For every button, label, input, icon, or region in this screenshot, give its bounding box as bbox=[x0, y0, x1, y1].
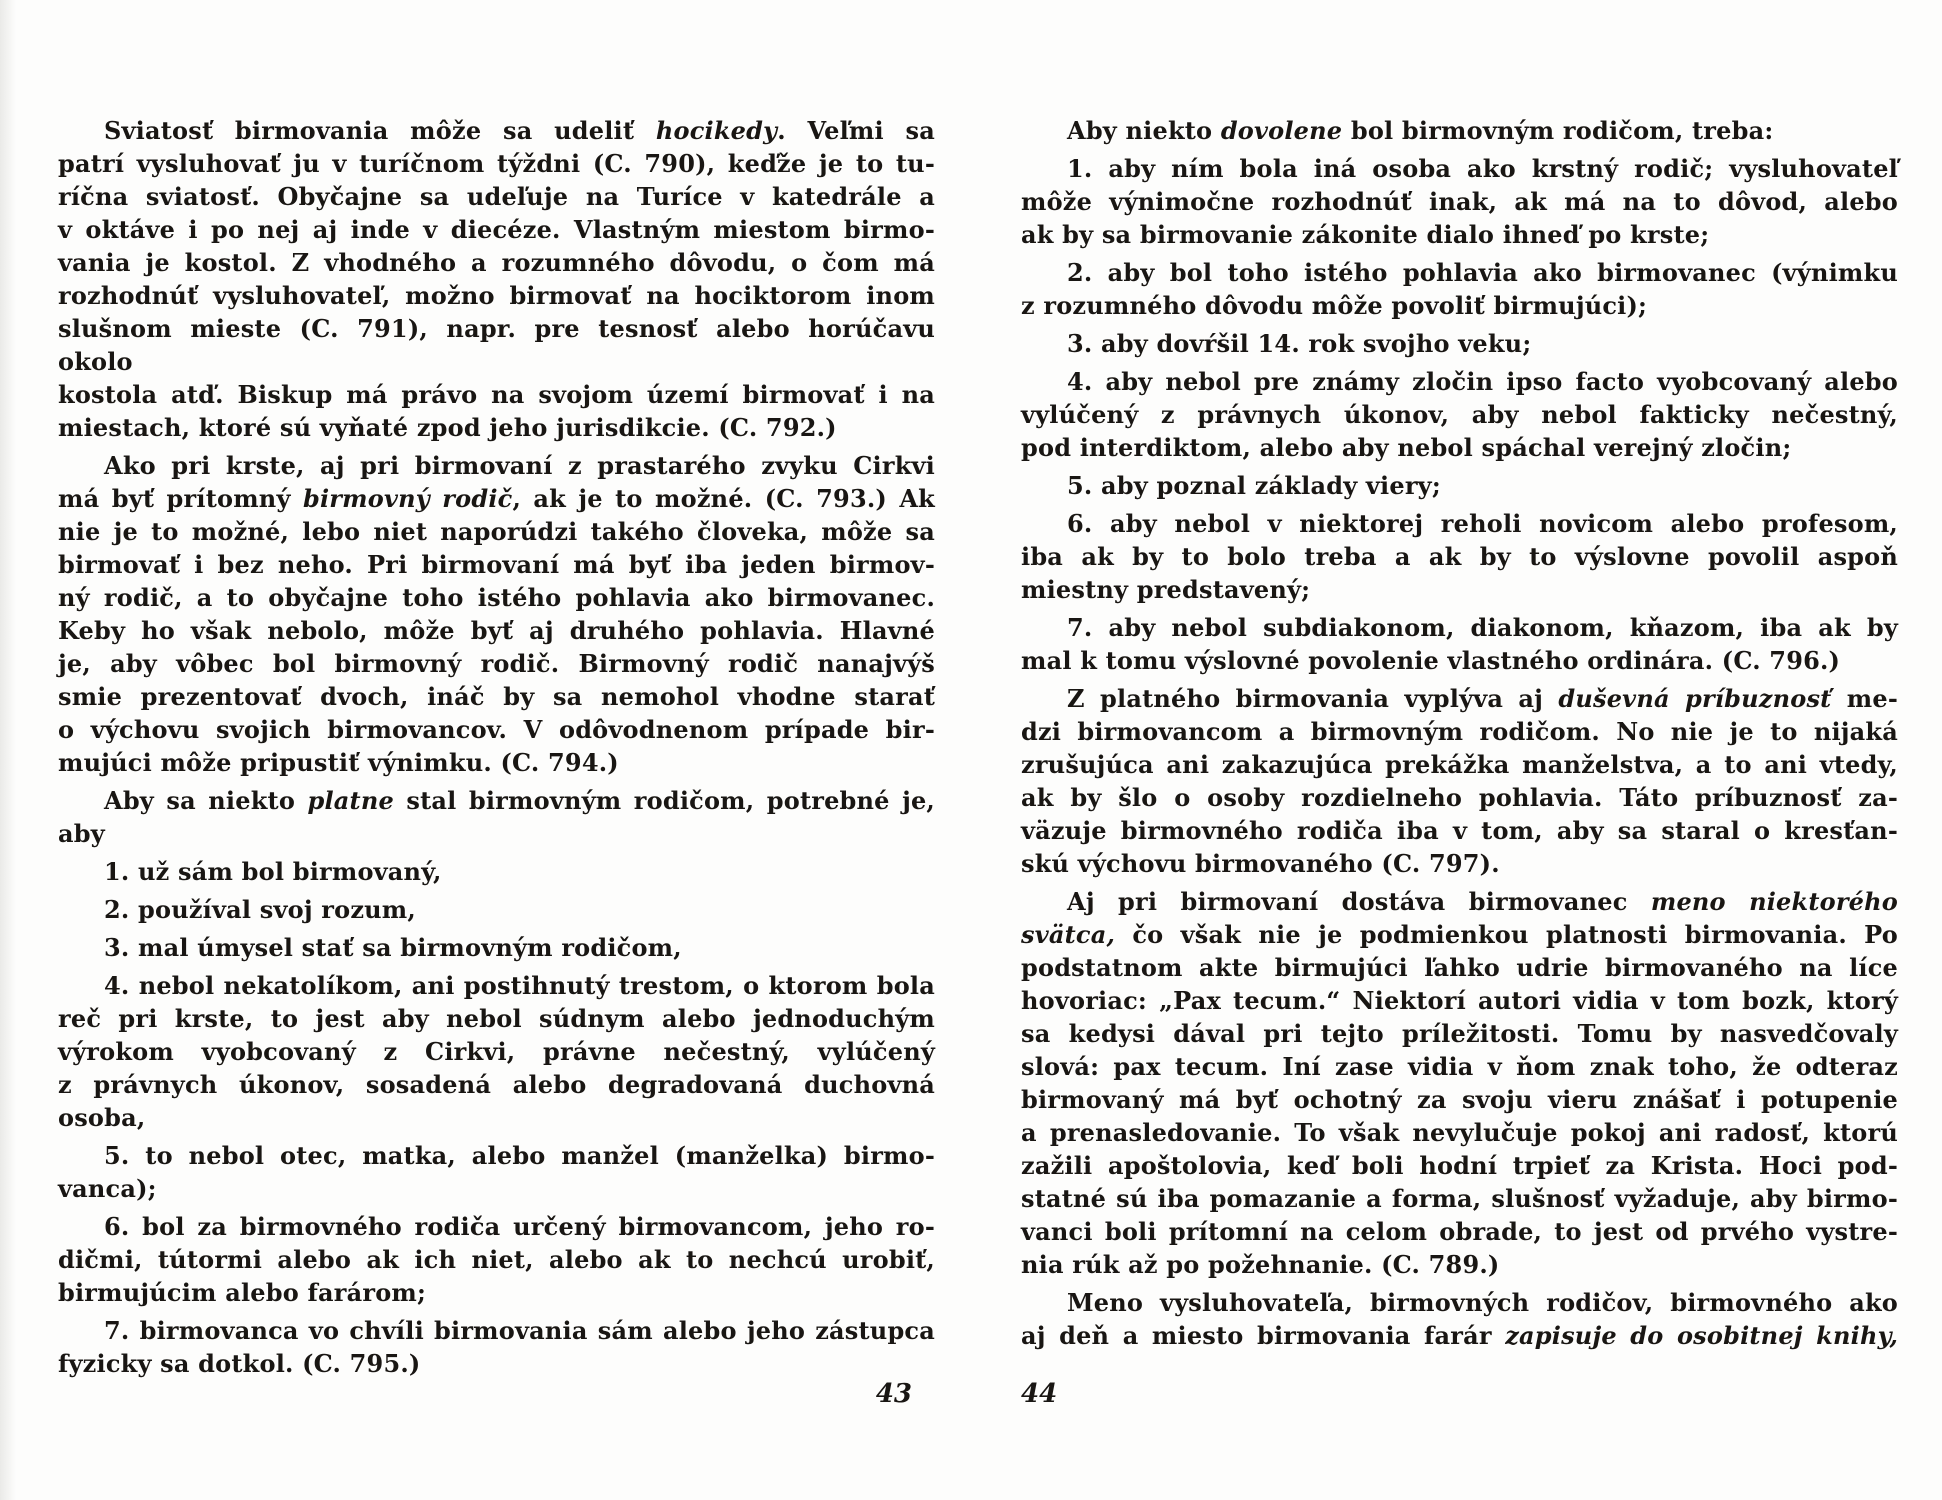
text-line bbox=[1021, 984, 1898, 1017]
text-segment: sa kedysi dával pri tejto príležitosti. Tomu by nasvedčovaly bbox=[1021, 1019, 1898, 1048]
text-segment: skú výchovu birmovaného (C. 797). bbox=[1021, 849, 1500, 878]
text-segment: nie je to možné, lebo niet naporúdzi takého človeka, môže sa bbox=[58, 517, 935, 546]
text-segment: z právnych úkonov, sosadená alebo degradovaná duchovná bbox=[58, 1070, 935, 1099]
text-segment: aj deň a miesto birmovania farár bbox=[1021, 1321, 1506, 1350]
text-segment: 1. už sám bol birmovaný, bbox=[104, 857, 442, 886]
text-segment: väzuje birmovného rodiča iba v tom, aby sa staral o kresťan- bbox=[1021, 816, 1898, 845]
text-segment: 7. birmovanca vo chvíli birmovania sám alebo jeho zástupca bbox=[104, 1316, 935, 1345]
italic-text-segment: birmovný rodič bbox=[303, 484, 513, 513]
text-line bbox=[58, 1172, 935, 1205]
text-line bbox=[58, 279, 935, 312]
text-segment: fyzicky sa dotkol. (C. 795.) bbox=[58, 1349, 421, 1378]
text-segment: je, aby vôbec bol birmovný rodič. Birmovný rodič nanajvýš bbox=[58, 649, 935, 678]
text-segment: dzi birmovancom a birmovným rodičom. No nie je to nijaká bbox=[1021, 717, 1898, 746]
text-segment: z rozumného dôvodu môže povoliť birmujúci); bbox=[1021, 291, 1648, 320]
text-segment: ak by šlo o osoby rozdielneho pohlavia. Táto príbuznosť za- bbox=[1021, 783, 1898, 812]
text-segment: 4. aby nebol pre známy zločin ipso facto vyobcovaný alebo bbox=[1067, 367, 1898, 396]
text-line bbox=[1021, 114, 1898, 147]
text-segment: 7. aby nebol subdiakonom, diakonom, kňazom, iba ak by bbox=[1067, 613, 1898, 642]
text-line bbox=[58, 614, 935, 647]
text-line bbox=[58, 969, 935, 1002]
text-segment: 6. bol za birmovného rodiča určený birmovancom, jeho ro- bbox=[104, 1212, 935, 1241]
text-segment: vylúčený z právnych úkonov, aby nebol fakticky nečestný, bbox=[1021, 400, 1898, 429]
text-line bbox=[58, 180, 935, 213]
text-line bbox=[58, 855, 935, 888]
text-line bbox=[1021, 365, 1898, 398]
text-segment: iba ak by to bolo treba a ak by to výslovne povolil aspoň bbox=[1021, 542, 1898, 571]
text-segment: ný rodič, a to obyčajne toho istého pohlavia ako birmovanec. bbox=[58, 583, 935, 612]
text-line bbox=[58, 713, 935, 746]
text-segment: , ak je to možné. (C. 793.) Ak bbox=[512, 484, 936, 513]
text-line bbox=[1021, 1083, 1898, 1116]
text-segment: môže výnimočne rozhodnúť inak, ak má na to dôvod, alebo bbox=[1021, 187, 1898, 216]
text-segment: miestny predstavený; bbox=[1021, 575, 1311, 604]
text-line bbox=[1021, 1116, 1898, 1149]
text-segment: 5. to nebol otec, matka, alebo manžel (manželka) birmo- bbox=[104, 1141, 935, 1170]
text-line bbox=[58, 1139, 935, 1172]
italic-text-segment: zapisuje do osobitnej knihy, bbox=[1505, 1321, 1898, 1350]
text-line bbox=[1021, 918, 1898, 951]
text-line bbox=[58, 548, 935, 581]
page-number-right: 44 bbox=[1021, 1379, 1058, 1409]
text-segment: podstatnom akte birmujúci ľahko udrie birmovaného na líce bbox=[1021, 953, 1898, 982]
text-line bbox=[1021, 1017, 1898, 1050]
text-line bbox=[1021, 951, 1898, 984]
text-segment: . Veľmi sa bbox=[777, 116, 936, 145]
text-segment: Aj pri birmovaní dostáva birmovanec bbox=[1067, 887, 1651, 916]
text-segment: 2. používal svoj rozum, bbox=[104, 895, 416, 924]
text-line bbox=[1021, 573, 1898, 606]
text-line bbox=[58, 680, 935, 713]
text-line bbox=[58, 246, 935, 279]
text-segment: patrí vysluhovať ju v turíčnom týždni (C. 790), keďže je to tu- bbox=[58, 149, 935, 178]
text-segment: Ako pri krste, aj pri birmovaní z prastarého zvyku Cirkvi bbox=[104, 451, 935, 480]
text-line bbox=[1021, 327, 1898, 360]
text-segment: zrušujúca ani zakazujúca prekážka manželstva, a to ani vtedy, bbox=[1021, 750, 1898, 779]
text-line bbox=[1021, 507, 1898, 540]
text-line bbox=[1021, 847, 1898, 880]
text-segment: slová: pax tecum. Iní zase vidia v ňom znak toho, že odteraz bbox=[1021, 1052, 1898, 1081]
italic-text-segment: dovolene bbox=[1220, 116, 1343, 145]
text-segment: 3. mal úmysel stať sa birmovným rodičom, bbox=[104, 933, 682, 962]
text-line bbox=[1021, 1215, 1898, 1248]
scan-edge-shade bbox=[0, 0, 16, 1500]
text-segment: vanca); bbox=[58, 1174, 157, 1203]
text-segment: statné sú iba pomazanie a forma, slušnosť vyžaduje, aby birmo- bbox=[1021, 1184, 1898, 1213]
text-line bbox=[58, 378, 935, 411]
text-line bbox=[58, 1314, 935, 1347]
text-segment: 3. aby dovŕšil 14. rok svojho veku; bbox=[1067, 329, 1532, 358]
text-line bbox=[1021, 469, 1898, 502]
page-44-text-block bbox=[1021, 114, 1898, 1352]
page-number-left: 43 bbox=[875, 1379, 912, 1409]
text-line bbox=[1021, 611, 1898, 644]
text-segment: hovoriac: „Pax tecum.“ Niektorí autori vidia v tom bozk, ktorý bbox=[1021, 986, 1898, 1015]
text-segment: 5. aby poznal základy viery; bbox=[1067, 471, 1441, 500]
text-segment: mal k tomu výslovné povolenie vlastného ordinára. (C. 796.) bbox=[1021, 646, 1841, 675]
text-line bbox=[1021, 398, 1898, 431]
text-line bbox=[58, 817, 935, 850]
text-segment: Sviatosť birmovania môže sa udeliť bbox=[104, 116, 656, 145]
text-line bbox=[58, 784, 935, 817]
text-line bbox=[58, 581, 935, 614]
text-segment: Z platného birmovania vyplýva aj bbox=[1067, 684, 1559, 713]
text-line bbox=[1021, 682, 1898, 715]
text-segment: stal birmovným rodičom, potrebné je, bbox=[393, 786, 935, 815]
text-segment: miestach, ktoré sú vyňaté zpod jeho jurisdikcie. (C. 792.) bbox=[58, 413, 837, 442]
text-segment: nia rúk až po požehnanie. (C. 789.) bbox=[1021, 1250, 1500, 1279]
text-segment: birmovať i bez neho. Pri birmovaní má byť iba jeden birmov- bbox=[58, 550, 935, 579]
text-line bbox=[58, 931, 935, 964]
text-line bbox=[58, 1035, 935, 1068]
italic-text-segment: hocikedy bbox=[655, 116, 778, 145]
text-segment: výrokom vyobcovaný z Cirkvi, právne nečestný, vylúčený bbox=[58, 1037, 935, 1066]
text-segment: me- bbox=[1831, 684, 1899, 713]
text-segment: kostola atď. Biskup má právo na svojom území birmovať i na bbox=[58, 380, 935, 409]
text-line bbox=[58, 312, 935, 378]
text-segment: pod interdiktom, alebo aby nebol spáchal verejný zločin; bbox=[1021, 433, 1792, 462]
text-segment: vania je kostol. Z vhodného a rozumného dôvodu, o čom má bbox=[58, 248, 935, 277]
text-segment: vanci boli prítomní na celom obrade, to jest od prvého vystre- bbox=[1021, 1217, 1898, 1246]
text-line bbox=[1021, 218, 1898, 251]
text-segment: Meno vysluhovateľa, birmovných rodičov, birmovného ako bbox=[1067, 1288, 1898, 1317]
text-segment: 4. nebol nekatolíkom, ani postihnutý trestom, o ktorom bola bbox=[104, 971, 935, 1000]
text-line bbox=[58, 1243, 935, 1276]
text-line bbox=[1021, 289, 1898, 322]
text-segment: rozhodnúť vysluhovateľ, možno birmovať na hociktorom inom bbox=[58, 281, 935, 310]
text-line bbox=[58, 746, 935, 779]
text-line bbox=[58, 449, 935, 482]
text-segment: bol birmovným rodičom, treba: bbox=[1342, 116, 1774, 145]
text-line bbox=[58, 411, 935, 444]
text-line bbox=[1021, 781, 1898, 814]
text-segment: aby bbox=[58, 819, 105, 848]
text-line bbox=[58, 114, 935, 147]
text-line bbox=[58, 482, 935, 515]
text-line bbox=[1021, 1182, 1898, 1215]
text-line bbox=[58, 647, 935, 680]
text-segment: reč pri krste, to jest aby nebol súdnym alebo jednoduchým bbox=[58, 1004, 935, 1033]
text-line bbox=[58, 893, 935, 926]
text-line bbox=[58, 1002, 935, 1035]
text-line bbox=[58, 1276, 935, 1309]
text-line bbox=[58, 147, 935, 180]
text-segment: a prenasledovanie. To však nevylučuje pokoj ani radosť, ktorú bbox=[1021, 1118, 1898, 1147]
text-segment: birmovaný má byť ochotný za svoju vieru znášať i potupenie bbox=[1021, 1085, 1898, 1114]
italic-text-segment: meno niektorého bbox=[1650, 887, 1899, 916]
text-line bbox=[1021, 185, 1898, 218]
text-segment: Aby sa niekto bbox=[104, 786, 308, 815]
text-line bbox=[58, 213, 935, 246]
text-line bbox=[1021, 644, 1898, 677]
text-line bbox=[58, 1101, 935, 1134]
text-line bbox=[1021, 1248, 1898, 1281]
italic-text-segment: platne bbox=[307, 786, 394, 815]
italic-text-segment: svätca, bbox=[1021, 920, 1116, 949]
text-line bbox=[58, 1068, 935, 1101]
text-line bbox=[58, 1210, 935, 1243]
text-segment: ak by sa birmovanie zákonite dialo ihneď po krste; bbox=[1021, 220, 1710, 249]
text-segment: 1. aby ním bola iná osoba ako krstný rodič; vysluhovateľ bbox=[1067, 154, 1898, 183]
page-43-text-block bbox=[58, 114, 935, 1380]
text-segment: 2. aby bol toho istého pohlavia ako birmovanec (výnimku bbox=[1067, 258, 1898, 287]
text-line bbox=[1021, 1050, 1898, 1083]
text-segment: čo však nie je podmienkou platnosti birmovania. Po bbox=[1115, 920, 1898, 949]
text-line bbox=[1021, 715, 1898, 748]
text-segment: má byť prítomný bbox=[58, 484, 303, 513]
text-segment: Keby ho však nebolo, môže byť aj druhého pohlavia. Hlavné bbox=[58, 616, 935, 645]
text-segment: slušnom mieste (C. 791), napr. pre tesnosť alebo horúčavu okolo bbox=[58, 314, 935, 376]
text-segment: mujúci môže pripustiť výnimku. (C. 794.) bbox=[58, 748, 619, 777]
text-line bbox=[1021, 885, 1898, 918]
text-segment: osoba, bbox=[58, 1103, 146, 1132]
text-segment: zažili apoštolovia, keď boli hodní trpieť za Krista. Hoci pod- bbox=[1021, 1151, 1898, 1180]
text-line bbox=[1021, 152, 1898, 185]
text-line bbox=[1021, 1286, 1898, 1319]
text-segment: smie prezentovať dvoch, ináč by sa nemohol vhodne starať bbox=[58, 682, 935, 711]
text-segment: birmujúcim alebo farárom; bbox=[58, 1278, 427, 1307]
text-segment: dičmi, tútormi alebo ak ich niet, alebo ak to nechcú urobiť, bbox=[58, 1245, 935, 1274]
text-line bbox=[1021, 748, 1898, 781]
text-segment: o výchovu svojich birmovancov. V odôvodnenom prípade bir- bbox=[58, 715, 935, 744]
text-line bbox=[58, 515, 935, 548]
text-segment: v oktáve i po nej aj inde v diecéze. Vlastným miestom birmo- bbox=[58, 215, 935, 244]
text-segment: 6. aby nebol v niektorej reholi novicom alebo profesom, bbox=[1067, 509, 1898, 538]
text-line bbox=[1021, 256, 1898, 289]
text-line bbox=[1021, 1149, 1898, 1182]
text-segment: ríčna sviatosť. Obyčajne sa udeľuje na Turíce v katedrále a bbox=[58, 182, 935, 211]
text-line bbox=[1021, 814, 1898, 847]
text-line bbox=[1021, 431, 1898, 464]
text-segment: Aby niekto bbox=[1067, 116, 1221, 145]
text-line bbox=[1021, 1319, 1898, 1352]
text-line bbox=[1021, 540, 1898, 573]
text-line bbox=[58, 1347, 935, 1380]
italic-text-segment: duševná príbuznosť bbox=[1558, 684, 1832, 713]
